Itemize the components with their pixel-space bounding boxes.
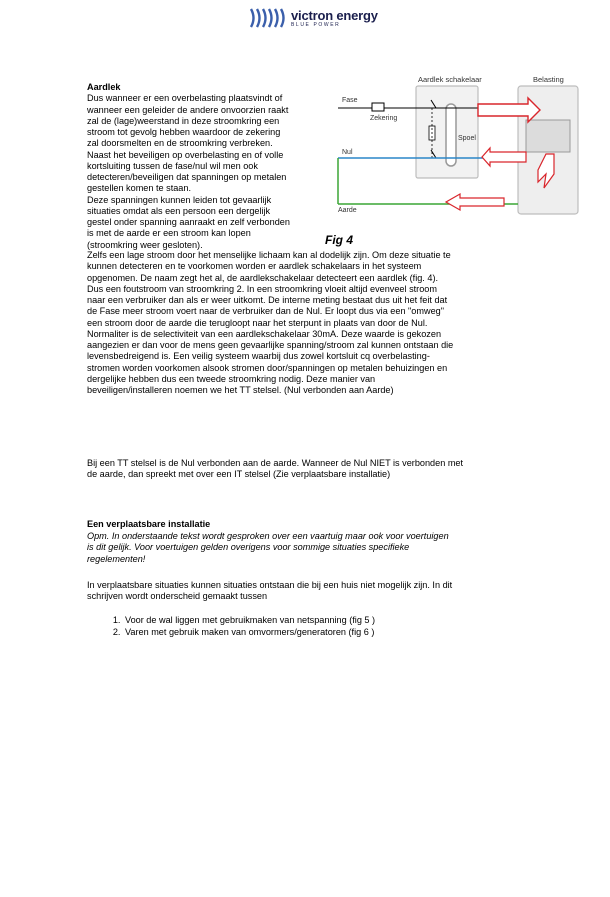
section-aardlek: [87, 82, 327, 251]
figure-label-switch: Aardlek schakelaar: [418, 75, 482, 84]
victron-logo: [248, 5, 378, 31]
figure-label-coil: Spoel: [458, 135, 476, 142]
figure-label-earth: Aarde: [338, 207, 357, 214]
list-item: 1. Voor de wal liggen met gebruikmaken van netspanning (fig 5 ): [123, 615, 375, 627]
figure-label-phase: Fase: [342, 97, 358, 104]
figure-label-fuse: Zekering: [370, 115, 398, 122]
logo-name: victron energy: [291, 7, 378, 23]
aardlek-body-text: Zelfs een lage stroom door het menselijke lichaam kan al dodelijk zijn. Om deze situatie te kunnen detecteren en te voorkomen worden er aardlek schakelaars in het systeem opgenomen. De naam zegt het al, de aardlekschakelaar detecteert een aardlek (fig. 4). Dus een foutstroom van stroomkring 2. In een stroomkring vloeit altijd evenveel stroom naar een verbruiker dan als er weer uitkomt. De interne meting bestaat dus uit het feit dat de Fase meer stroom voert naar de verbruiker dan de Nul. Er loopt dus via een "omweg" een stroom door de aarde die terugloopt naar het sterpunt in plaats van door de Nul. Normaliter is de selectiviteit van een aardlekschakelaar 30mA. Deze waarde is gekozen aangezien er dan voor de mens geen gevaarlijke spanning/stroom zal kunnen ontstaan die levensbedreigend is. Een veilig systeem waarbij dus zowel kortsluit cq overbelasting- stromen worden voorkomen alsook stromen door/spanningen op metalen behuizingen en dergelijke hebben dus een tweede stroomkring nodig. Deze manier van beveiligen/installeren noemen we het TT stelsel. (Nul verbonden aan Aarde): [87, 250, 454, 395]
figure-label-load: Belasting: [533, 75, 564, 84]
arrow-in-phase: [478, 98, 540, 122]
section-note: Opm. In onderstaande tekst wordt gesproken over een vaartuig maar ook voor voertuigen is dit gelijk. Voor voertuigen gelden overigens voor sommige situaties specifieke regelementen!: [87, 531, 449, 564]
figure-label-neutral: Nul: [342, 149, 353, 156]
situation-list: [110, 615, 375, 638]
aardlek-intro-text: Dus wanneer er een overbelasting plaatsvindt of wanneer een geleider de andere onvoorzien raakt zal de (lage)weerstand in deze stroomkring een stroom tot gevolg hebben waardoor de zekering zal doorsmelten en de stroomkring verbreken. Naast het beveiligen op overbelasting en of volle kortsluiting tussen de fase/nul wil men ook detecteren/beveiligen dat spanningen op metalen gestellen komen te staan. Deze spanningen kunnen leiden tot gevaarlijk situaties omdat als een persoon een dergelijk gestel onder spanning aanraakt en zelf verbonden is met de aarde er een stroom kan lopen (stroomkring weer gesloten).: [87, 93, 290, 250]
coil-shape: [446, 104, 456, 166]
list-item: 2. Varen met gebruik maken van omvormers/generatoren (fig 6 ): [123, 627, 375, 639]
section-intro: In verplaatsbare situaties kunnen situaties ontstaan die bij een huis niet mogelijk zijn. In dit schrijven wordt onderscheid gemaakt tussen: [87, 580, 453, 602]
tt-stelsel-text: Bij een TT stelsel is de Nul verbonden aan de aarde. Wanneer de Nul NIET is verbonden met de aarde, dan spreekt met over een IT stelsel (Zie verplaatsbare installatie): [87, 458, 464, 480]
section-heading-aardlek: Aardlek: [87, 82, 121, 92]
section-heading-verplaatsbare: Een verplaatsbare installatie: [87, 519, 211, 529]
load-device: [526, 120, 570, 152]
figure-4-diagram: [328, 70, 580, 245]
logo-tagline: BLUE POWER: [291, 21, 341, 28]
victron-wave-icon: [248, 5, 288, 31]
arrow-earth: [446, 194, 504, 210]
fuse-symbol: [372, 103, 384, 111]
figure-caption: Fig 4: [325, 233, 354, 247]
